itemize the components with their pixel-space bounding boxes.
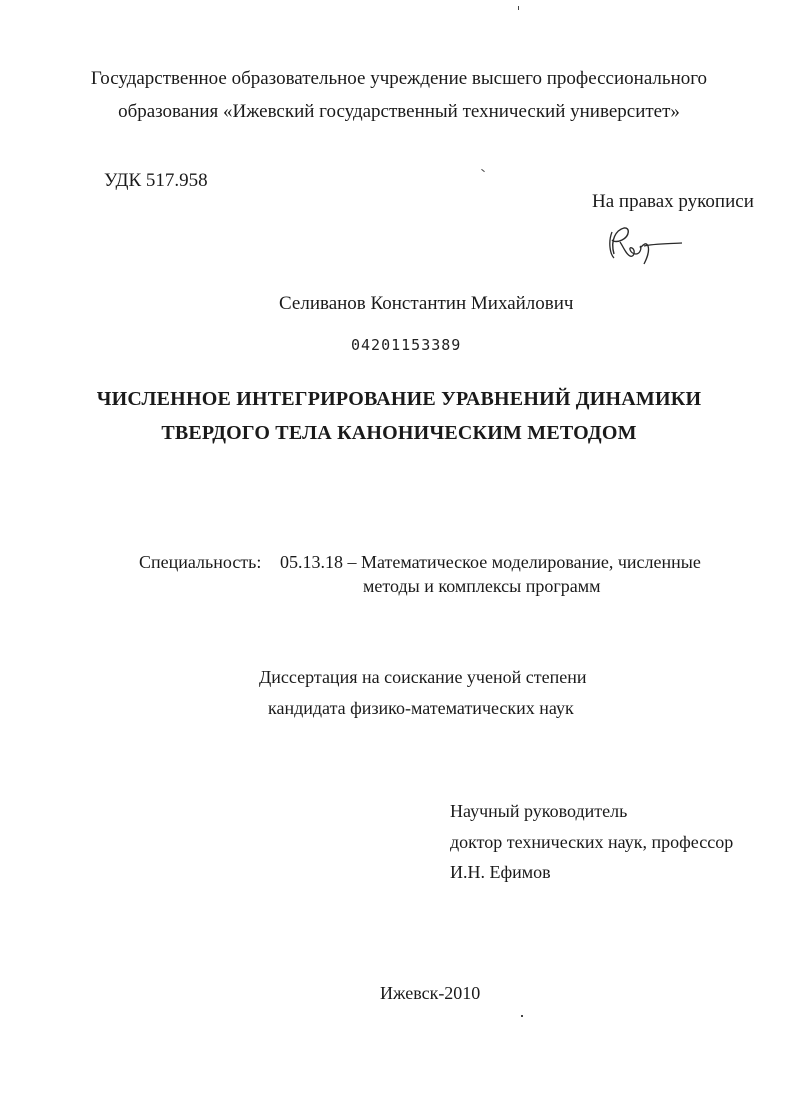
registration-number: 04201153389: [351, 336, 462, 354]
author-name: Селиванов Константин Михайлович: [279, 293, 574, 314]
signature-icon: [600, 218, 690, 268]
scan-speck: [481, 169, 485, 172]
institution-line-2: образования «Ижевский государственный технический университет»: [118, 101, 680, 122]
title-line-2: ТВЕРДОГО ТЕЛА КАНОНИЧЕСКИМ МЕТОДОМ: [161, 422, 637, 444]
manuscript-rights: На правах рукописи: [592, 191, 754, 212]
scan-speck: [521, 1015, 523, 1017]
place-year: Ижевск-2010: [380, 983, 481, 1003]
institution-line-1: Государственное образовательное учреждение высшего профессионального: [90, 68, 708, 89]
degree-line-2: кандидата физико-математических наук: [268, 698, 574, 718]
udk-code: УДК 517.958: [104, 170, 208, 191]
specialty-label: Специальность:: [139, 552, 262, 572]
degree-line-1: Диссертация на соискание ученой степени: [259, 667, 587, 687]
supervisor-name: И.Н. Ефимов: [450, 862, 551, 882]
specialty-line-2: методы и комплексы программ: [363, 576, 601, 596]
specialty-line-1: 05.13.18 – Математическое моделирование, численные: [280, 552, 701, 572]
supervisor-role: Научный руководитель: [450, 801, 628, 821]
scan-speck: [518, 6, 519, 10]
supervisor-degree: доктор технических наук, профессор: [450, 832, 734, 852]
title-line-1: ЧИСЛЕННОЕ ИНТЕГРИРОВАНИЕ УРАВНЕНИЙ ДИНАМИКИ: [96, 388, 702, 410]
